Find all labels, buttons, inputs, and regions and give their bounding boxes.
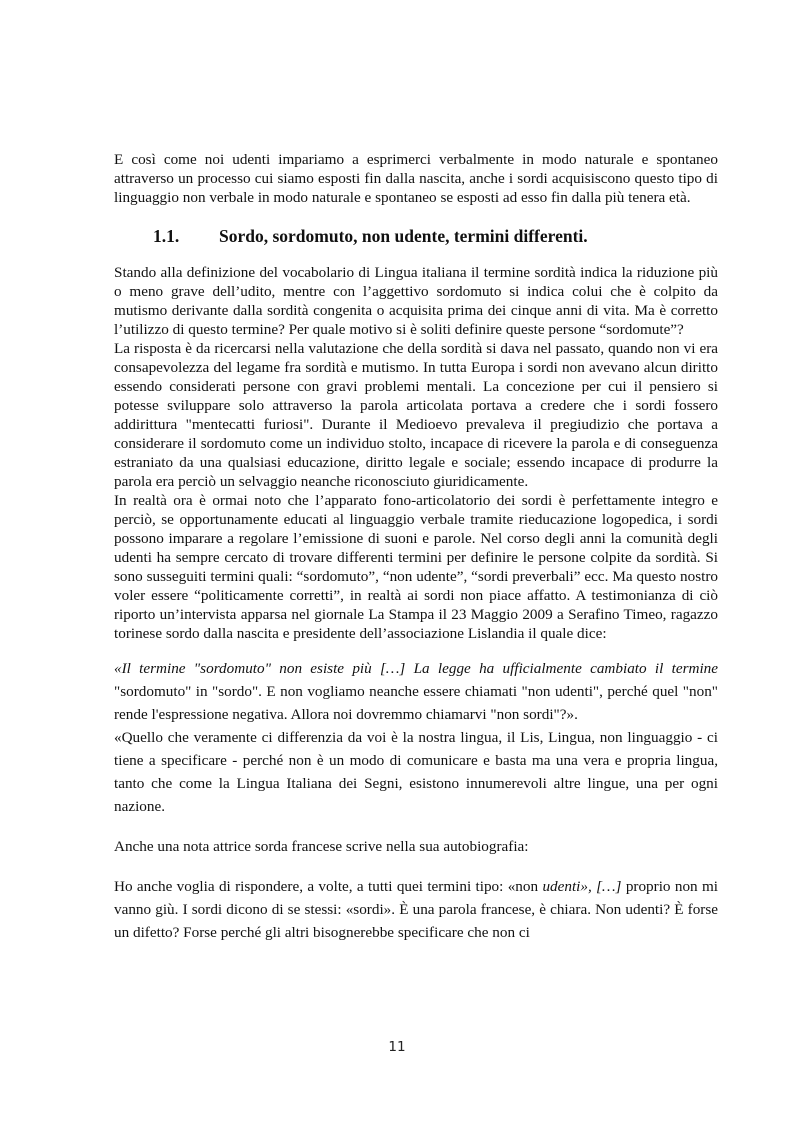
autobio-text [114,875,718,944]
autobio-end: proprio non mi vanno giù. I sordi dicono di se stessi: «sordi». È una parola francese, è chiara. Non udenti? È forse un difetto? Forse perché gli altri bisognerebbe specificare che non ci [114,878,719,941]
page-number: 11 [388,1039,406,1055]
paragraph-history: La risposta è da ricercarsi nella valutazione che della sordità si dava nel passato, quando non vi era consapevolezza del legame fra sordità e mutismo. In tutta Europa i sordi non avevano alcun diritto essendo considerati persone con gravi problemi mentali. La concezione per cui il pensiero si potesse sviluppare solo attraverso la parola articolata portava a credere che i sordi fossero addirittura "mentecatti furiosi". Durante il Medioevo prevaleva il pregiudizio che portava a considerare il sordomuto come un individuo stolto, incapace di ricevere la parola e di conseguenza estraniato da una qualsiasi educazione, diritto legale e sociale; essendo incapace di produrre la parola era perciò un selvaggio neanche riconosciuto giuridicamente. [114,340,718,490]
quote-italic: «Il termine "sordomuto" non esiste più […] La legge ha ufficialmente cambiato il termine [114,660,718,677]
section-heading [114,225,718,247]
intro-paragraph: E così come noi udenti impariamo a esprimerci verbalmente in modo naturale e spontaneo attraverso un processo cui siamo esposti fin dalla nascita, anche i sordi acquisiscono questo tipo di linguaggio non verbale in modo naturale e spontaneo se esposti ad esso fin dalla più tenera età. [114,151,718,206]
section-title: Sordo, sordomuto, non udente, termini differenti. [219,226,588,246]
interview-quote [114,657,718,818]
actress-intro: Anche una nota attrice sorda francese scrive nella sua autobiografia: [114,838,529,855]
autobio-start: Ho anche voglia di rispondere, a volte, a tutti quei termini tipo: «non [114,878,539,895]
quote-rest: "sordomuto" in "sordo". E non vogliamo neanche essere chiamati "non udenti", perché quel "non" rende l'espressione negativa. Allora noi dovremmo chiamarvi "non sordi"?». [114,683,718,723]
quote-second: «Quello che veramente ci differenzia da voi è la nostra lingua, il Lis, Lingua, non linguaggio - ci tiene a specificare - perché non è un modo di comunicare e basta ma una vera e propria lingua, tanto che come la Lingua Italiana dei Segni, esistono innumerevoli altre lingue, una per ogni nazione. [114,729,718,815]
paragraph-reality: In realtà ora è ormai noto che l’apparato fono-articolatorio dei sordi è perfettamente integro e perciò, se opportunamente educati al linguaggio verbale tramite rieducazione logopedica, i sordi possono imparare a regolare l’emissione di suoni e parole. Nel corso degli anni la comunità degli udenti ha sempre cercato di trovare differenti termini per definire le persone colpite da sordità. Si sono susseguiti termini quali: “sordomuto”, “non udente”, “sordi preverbali” ecc. Ma questo nostro voler essere “politicamente corretti”, in realtà ai sordi non piace affatto. A testimonianza di ciò riporto un’intervista apparsa nel giornale La Stampa il 23 Maggio 2009 a Serafino Timeo, ragazzo torinese sordo dalla nascita e presidente dell’associazione Lislandia il quale dice: [114,492,718,642]
quote-first [114,657,718,726]
autobiography-quote [114,875,718,944]
section-number: 1.1. [153,226,180,246]
autobio-italic: udenti», […] [542,878,622,895]
paragraph-definition: Stando alla definizione del vocabolario di Lingua italiana il termine sordità indica la riduzione più o meno grave dell’udito, mentre con l’aggettivo sordomuto si indica colui che è colpito da mutismo derivante dalla sordità congenita o acquisita prima dei cinque anni di vita. Ma è corretto l’utilizzo di questo termine? Per quale motivo si è soliti definire queste persone “sordomute”? [114,264,718,338]
document-body [114,150,718,944]
